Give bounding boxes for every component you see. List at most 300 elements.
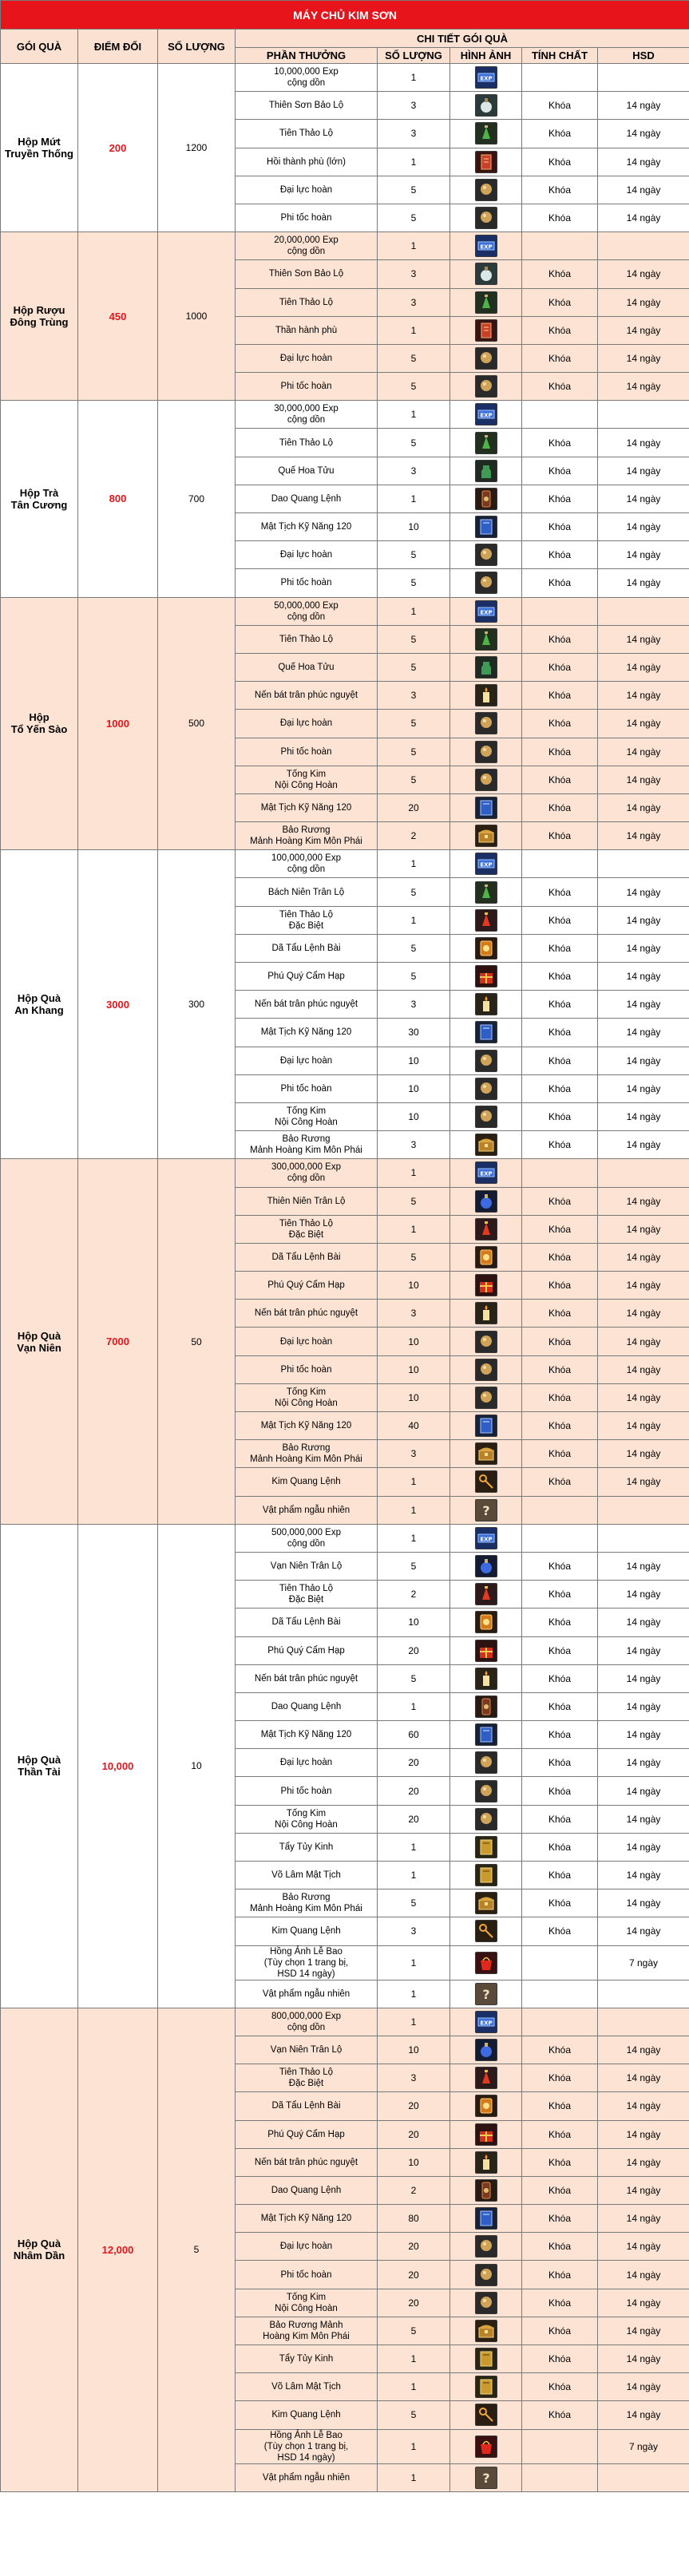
pill-icon [475, 712, 497, 734]
reward-quantity: 5 [378, 1243, 450, 1271]
table-row [1, 1524, 689, 1552]
reward-property: Khóa [522, 1581, 598, 1609]
reward-name: Nến bát trân phúc nguyệt [236, 991, 378, 1019]
reward-name: Hồng Ảnh Lễ Bao (Tùy chọn 1 trang bị, HSD 14 ngày) [236, 1945, 378, 1980]
reward-expiry: 14 ngày [598, 1749, 689, 1777]
reward-property: Khóa [522, 1272, 598, 1300]
potion-green-icon [475, 881, 497, 904]
reward-expiry: 14 ngày [598, 1833, 689, 1861]
reward-quantity: 5 [378, 541, 450, 569]
reward-property: Khóa [522, 1552, 598, 1580]
reward-quantity: 1 [378, 1833, 450, 1861]
pill-icon [475, 1078, 497, 1100]
reward-image [450, 1721, 522, 1749]
reward-quantity: 2 [378, 2176, 450, 2204]
reward-name: Tiên Thảo Lộ Đặc Biệt [236, 2064, 378, 2092]
reward-name: Dao Quang Lệnh [236, 2176, 378, 2204]
pill-icon [475, 2292, 497, 2314]
header-detail: CHI TIẾT GÓI QUÀ [236, 30, 689, 48]
reward-property: Khóa [522, 1609, 598, 1636]
reward-property: Khóa [522, 793, 598, 821]
potion-blue-icon [475, 2039, 497, 2061]
gift-box-icon [475, 965, 497, 987]
reward-property: Khóa [522, 2233, 598, 2261]
reward-quantity: 3 [378, 991, 450, 1019]
reward-quantity: 10 [378, 1355, 450, 1383]
reward-expiry: 14 ngày [598, 1468, 689, 1496]
reward-quantity: 5 [378, 625, 450, 653]
reward-expiry: 14 ngày [598, 2401, 689, 2429]
reward-image [450, 2008, 522, 2036]
reward-expiry: 14 ngày [598, 176, 689, 204]
reward-quantity: 5 [378, 653, 450, 681]
pack-points: 800 [78, 401, 158, 597]
reward-image [450, 766, 522, 793]
reward-quantity: 1 [378, 1524, 450, 1552]
red-bag-icon [475, 2436, 497, 2458]
reward-name: Phú Quý Cẩm Hạp [236, 2120, 378, 2148]
pack-points: 10,000 [78, 1524, 158, 2008]
reward-image [450, 793, 522, 821]
reward-quantity: 5 [378, 738, 450, 766]
reward-property: Khóa [522, 2205, 598, 2233]
reward-expiry: 14 ngày [598, 1272, 689, 1300]
reward-property: Khóa [522, 513, 598, 541]
reward-quantity: 3 [378, 260, 450, 288]
reward-image [450, 2401, 522, 2429]
svg-text:EXP: EXP [479, 2020, 493, 2027]
exp-scroll-icon [475, 2011, 497, 2033]
reward-expiry: 14 ngày [598, 120, 689, 148]
question-mark-icon [475, 2467, 497, 2489]
reward-expiry [598, 1980, 689, 2008]
reward-expiry: 14 ngày [598, 793, 689, 821]
reward-quantity: 1 [378, 485, 450, 512]
talisman-red-icon [475, 319, 497, 342]
reward-name: Hồng Ảnh Lễ Bao (Tùy chọn 1 trang bị, HSD 14 ngày) [236, 2429, 378, 2463]
chest-gold-icon [475, 1134, 497, 1156]
reward-expiry: 14 ngày [598, 1805, 689, 1833]
reward-image [450, 1749, 522, 1777]
reward-image [450, 2120, 522, 2148]
reward-name: Nến bát trân phúc nguyệt [236, 1300, 378, 1328]
svg-text:EXP: EXP [479, 75, 493, 82]
reward-name: Kim Quang Lệnh [236, 2401, 378, 2429]
reward-image [450, 682, 522, 710]
book-gold-icon [475, 1864, 497, 1886]
reward-property: Khóa [522, 1300, 598, 1328]
candle-icon [475, 1668, 497, 1690]
reward-property: Khóa [522, 1187, 598, 1215]
reward-quantity: 1 [378, 1862, 450, 1889]
potion-blue-icon [475, 1555, 497, 1577]
reward-expiry: 14 ngày [598, 2289, 689, 2317]
reward-name: Bảo Rương Mảnh Hoàng Kim Môn Phái [236, 1131, 378, 1159]
reward-image [450, 288, 522, 316]
key-gold-icon [475, 2404, 497, 2426]
reward-name: Đại lực hoàn [236, 176, 378, 204]
card-gold-icon [475, 1611, 497, 1633]
reward-expiry: 14 ngày [598, 625, 689, 653]
reward-name: Dã Tẩu Lệnh Bài [236, 2092, 378, 2120]
reward-property: Khóa [522, 2064, 598, 2092]
reward-quantity: 2 [378, 1581, 450, 1609]
reward-expiry: 14 ngày [598, 288, 689, 316]
pack-name: Hộp Quà An Khang [1, 850, 78, 1159]
reward-property: Khóa [522, 1664, 598, 1692]
svg-text:?: ? [481, 1986, 490, 2002]
reward-property: Khóa [522, 991, 598, 1019]
reward-expiry: 14 ngày [598, 1777, 689, 1805]
reward-name: Bảo Rương Mảnh Hoàng Kim Môn Phái [236, 1889, 378, 1917]
reward-expiry: 14 ngày [598, 2064, 689, 2092]
reward-property: Khóa [522, 2345, 598, 2373]
potion-green-icon [475, 628, 497, 651]
reward-property: Khóa [522, 738, 598, 766]
reward-expiry [598, 2008, 689, 2036]
reward-name: Bách Niên Trân Lộ [236, 878, 378, 906]
reward-quantity: 20 [378, 1749, 450, 1777]
reward-quantity: 20 [378, 1777, 450, 1805]
reward-expiry: 14 ngày [598, 766, 689, 793]
reward-name: Phi tốc hoàn [236, 204, 378, 231]
svg-text:EXP: EXP [479, 412, 493, 419]
reward-image [450, 485, 522, 512]
reward-image [450, 373, 522, 401]
reward-name: Tiên Thảo Lộ Đặc Biệt [236, 1215, 378, 1243]
reward-property: Khóa [522, 204, 598, 231]
reward-image [450, 2176, 522, 2204]
reward-image [450, 2036, 522, 2064]
reward-expiry: 14 ngày [598, 1074, 689, 1102]
red-bag-icon [475, 1952, 497, 1974]
reward-quantity: 1 [378, 2345, 450, 2373]
reward-image [450, 2064, 522, 2092]
potion-white-icon [475, 94, 497, 117]
reward-property: Khóa [522, 485, 598, 512]
reward-quantity: 3 [378, 120, 450, 148]
reward-quantity: 5 [378, 204, 450, 231]
reward-property: Khóa [522, 822, 598, 850]
reward-expiry: 14 ngày [598, 344, 689, 372]
reward-expiry: 14 ngày [598, 148, 689, 176]
reward-expiry: 14 ngày [598, 2092, 689, 2120]
reward-image [450, 1496, 522, 1524]
reward-name: Phú Quý Cẩm Hạp [236, 1636, 378, 1664]
reward-property: Khóa [522, 653, 598, 681]
pack-name: Hộp Quà Vạn Niên [1, 1159, 78, 1524]
reward-expiry [598, 64, 689, 92]
reward-property: Khóa [522, 2148, 598, 2176]
reward-name: Đại lực hoàn [236, 1328, 378, 1355]
reward-quantity: 1 [378, 1159, 450, 1187]
reward-image [450, 1777, 522, 1805]
key-gold-icon [475, 1470, 497, 1493]
pill-icon [475, 347, 497, 370]
reward-quantity: 20 [378, 2289, 450, 2317]
reward-quantity: 1 [378, 2429, 450, 2463]
reward-name: Dã Tẩu Lệnh Bài [236, 1243, 378, 1271]
book-gold-icon [475, 2376, 497, 2398]
reward-image [450, 260, 522, 288]
reward-quantity: 2 [378, 822, 450, 850]
table-row [1, 597, 689, 625]
pill-icon [475, 1751, 497, 1774]
potion-white-icon [475, 263, 497, 285]
reward-name: Kim Quang Lệnh [236, 1468, 378, 1496]
reward-quantity: 1 [378, 64, 450, 92]
reward-name: Hồi thành phù (lớn) [236, 148, 378, 176]
reward-image [450, 344, 522, 372]
pack-quantity: 1000 [158, 232, 236, 401]
reward-name: Võ Lâm Mật Tịch [236, 1862, 378, 1889]
reward-name: Vạn Niên Trân Lộ [236, 1552, 378, 1580]
candle-icon [475, 993, 497, 1015]
reward-quantity: 20 [378, 1805, 450, 1833]
exp-scroll-icon [475, 1161, 497, 1184]
reward-expiry [598, 232, 689, 260]
reward-image [450, 2261, 522, 2289]
reward-quantity: 10 [378, 1272, 450, 1300]
reward-image [450, 176, 522, 204]
reward-image [450, 625, 522, 653]
book-gold-icon [475, 1836, 497, 1858]
reward-property [522, 401, 598, 429]
reward-image [450, 2463, 522, 2491]
reward-image [450, 401, 522, 429]
header-points: ĐIỂM ĐỔI [78, 30, 158, 64]
reward-expiry: 14 ngày [598, 1300, 689, 1328]
reward-image [450, 1412, 522, 1440]
reward-expiry: 14 ngày [598, 1019, 689, 1047]
reward-name: Tống Kim Nội Công Hoàn [236, 1805, 378, 1833]
reward-expiry [598, 850, 689, 878]
reward-name: Bảo Rương Mảnh Hoàng Kim Môn Phái [236, 1440, 378, 1468]
reward-image [450, 1862, 522, 1889]
reward-expiry: 14 ngày [598, 2373, 689, 2401]
card-gold-icon [475, 1246, 497, 1268]
reward-quantity: 5 [378, 569, 450, 597]
reward-property: Khóa [522, 878, 598, 906]
reward-name: Tống Kim Nội Công Hoàn [236, 2289, 378, 2317]
reward-name: 50,000,000 Exp cộng dồn [236, 597, 378, 625]
reward-name: Phi tốc hoàn [236, 2261, 378, 2289]
reward-quantity: 1 [378, 1945, 450, 1980]
reward-quantity: 1 [378, 401, 450, 429]
question-mark-icon [475, 1983, 497, 2005]
reward-property: Khóa [522, 625, 598, 653]
reward-image [450, 1524, 522, 1552]
reward-quantity: 5 [378, 2401, 450, 2429]
reward-name: Tống Kim Nội Công Hoàn [236, 1102, 378, 1130]
reward-name: Tống Kim Nội Công Hoàn [236, 1383, 378, 1411]
reward-expiry: 14 ngày [598, 1664, 689, 1692]
reward-expiry: 14 ngày [598, 373, 689, 401]
reward-property [522, 1496, 598, 1524]
potion-red-icon [475, 1218, 497, 1241]
reward-image [450, 1047, 522, 1074]
reward-image [450, 2092, 522, 2120]
exp-scroll-icon [475, 66, 497, 89]
reward-expiry: 14 ngày [598, 2261, 689, 2289]
reward-property: Khóa [522, 1749, 598, 1777]
reward-name: 500,000,000 Exp cộng dồn [236, 1524, 378, 1552]
reward-expiry: 14 ngày [598, 1692, 689, 1720]
reward-quantity: 1 [378, 2008, 450, 2036]
reward-property: Khóa [522, 1721, 598, 1749]
book-blue-icon [475, 1415, 497, 1437]
reward-image [450, 148, 522, 176]
reward-image [450, 541, 522, 569]
reward-quantity: 3 [378, 1440, 450, 1468]
pill-icon [475, 1387, 497, 1409]
svg-text:EXP: EXP [479, 609, 493, 616]
pack-quantity: 1200 [158, 64, 236, 232]
header-image: HÌNH ẢNH [450, 48, 522, 64]
reward-name: Thần hành phù [236, 316, 378, 344]
reward-quantity: 10 [378, 1074, 450, 1102]
reward-property: Khóa [522, 373, 598, 401]
reward-property: Khóa [522, 2176, 598, 2204]
exp-scroll-icon [475, 235, 497, 257]
pack-quantity: 10 [158, 1524, 236, 2008]
reward-image [450, 513, 522, 541]
reward-name: Đại lực hoàn [236, 710, 378, 738]
reward-image [450, 2289, 522, 2317]
reward-image [450, 597, 522, 625]
reward-expiry: 7 ngày [598, 2429, 689, 2463]
reward-property [522, 597, 598, 625]
pack-points: 12,000 [78, 2008, 158, 2491]
reward-name: Vạn Niên Trân Lộ [236, 2036, 378, 2064]
reward-quantity: 5 [378, 934, 450, 962]
reward-quantity: 5 [378, 176, 450, 204]
reward-property: Khóa [522, 344, 598, 372]
pack-quantity: 5 [158, 2008, 236, 2491]
reward-name: Tiên Thảo Lộ [236, 625, 378, 653]
reward-name: Dã Tẩu Lệnh Bài [236, 934, 378, 962]
reward-image [450, 92, 522, 120]
reward-property [522, 1980, 598, 2008]
pill-icon [475, 2264, 497, 2286]
reward-quantity: 5 [378, 429, 450, 457]
reward-quantity: 10 [378, 1609, 450, 1636]
reward-image [450, 1468, 522, 1496]
reward-image [450, 822, 522, 850]
reward-property [522, 1945, 598, 1980]
pack-points: 7000 [78, 1159, 158, 1524]
reward-expiry: 14 ngày [598, 1102, 689, 1130]
chest-gold-icon [475, 1892, 497, 1914]
potion-red-icon [475, 2067, 497, 2089]
reward-expiry: 14 ngày [598, 1215, 689, 1243]
reward-expiry: 14 ngày [598, 2345, 689, 2373]
reward-name: Đại lực hoàn [236, 541, 378, 569]
reward-name: Phi tốc hoàn [236, 569, 378, 597]
reward-property: Khóa [522, 1047, 598, 1074]
reward-expiry: 14 ngày [598, 1383, 689, 1411]
reward-name: Mật Tịch Kỹ Năng 120 [236, 1019, 378, 1047]
reward-quantity: 1 [378, 1980, 450, 2008]
chest-gold-icon [475, 2320, 497, 2342]
reward-property: Khóa [522, 2373, 598, 2401]
reward-image [450, 934, 522, 962]
reward-image [450, 1833, 522, 1861]
reward-property: Khóa [522, 906, 598, 934]
reward-property: Khóa [522, 1131, 598, 1159]
reward-property: Khóa [522, 1468, 598, 1496]
reward-property: Khóa [522, 1019, 598, 1047]
reward-image [450, 1636, 522, 1664]
pill-icon [475, 544, 497, 566]
reward-name: Mật Tịch Kỹ Năng 120 [236, 2205, 378, 2233]
reward-property: Khóa [522, 1692, 598, 1720]
reward-quantity: 5 [378, 2317, 450, 2345]
reward-quantity: 1 [378, 148, 450, 176]
reward-image [450, 1917, 522, 1945]
reward-property: Khóa [522, 260, 598, 288]
reward-property: Khóa [522, 1917, 598, 1945]
reward-expiry: 14 ngày [598, 822, 689, 850]
reward-expiry: 14 ngày [598, 541, 689, 569]
reward-quantity: 3 [378, 288, 450, 316]
reward-name: 300,000,000 Exp cộng dồn [236, 1159, 378, 1187]
reward-property: Khóa [522, 2120, 598, 2148]
reward-image [450, 1272, 522, 1300]
reward-property [522, 1159, 598, 1187]
chest-gold-icon [475, 1442, 497, 1465]
reward-image [450, 906, 522, 934]
reward-expiry: 14 ngày [598, 2233, 689, 2261]
svg-text:?: ? [481, 2470, 490, 2486]
candle-icon [475, 2151, 497, 2174]
reward-property: Khóa [522, 2036, 598, 2064]
candle-icon [475, 1302, 497, 1324]
reward-image [450, 850, 522, 878]
reward-expiry: 14 ngày [598, 260, 689, 288]
reward-expiry: 14 ngày [598, 1328, 689, 1355]
reward-quantity: 5 [378, 878, 450, 906]
reward-property: Khóa [522, 288, 598, 316]
reward-expiry: 14 ngày [598, 2120, 689, 2148]
reward-name: Phi tốc hoàn [236, 373, 378, 401]
reward-quantity: 5 [378, 963, 450, 991]
reward-property: Khóa [522, 1636, 598, 1664]
reward-property: Khóa [522, 457, 598, 485]
header-item-quantity: SỐ LƯỢNG [378, 48, 450, 64]
header-pack: GÓI QUÀ [1, 30, 78, 64]
potion-green-icon [475, 122, 497, 144]
book-blue-icon [475, 516, 497, 538]
card-gold-icon [475, 937, 497, 960]
reward-expiry [598, 1496, 689, 1524]
reward-property: Khóa [522, 710, 598, 738]
table-row [1, 401, 689, 429]
reward-image [450, 1440, 522, 1468]
card-gold-icon [475, 2095, 497, 2117]
reward-image [450, 710, 522, 738]
reward-name: Vật phẩm ngẫu nhiên [236, 2463, 378, 2491]
reward-image [450, 2429, 522, 2463]
reward-quantity: 80 [378, 2205, 450, 2233]
reward-quantity: 10 [378, 1102, 450, 1130]
reward-property: Khóa [522, 1862, 598, 1889]
reward-image [450, 963, 522, 991]
reward-name: Dao Quang Lệnh [236, 1692, 378, 1720]
reward-name: Dao Quang Lệnh [236, 485, 378, 512]
reward-image [450, 738, 522, 766]
candle-icon [475, 684, 497, 706]
